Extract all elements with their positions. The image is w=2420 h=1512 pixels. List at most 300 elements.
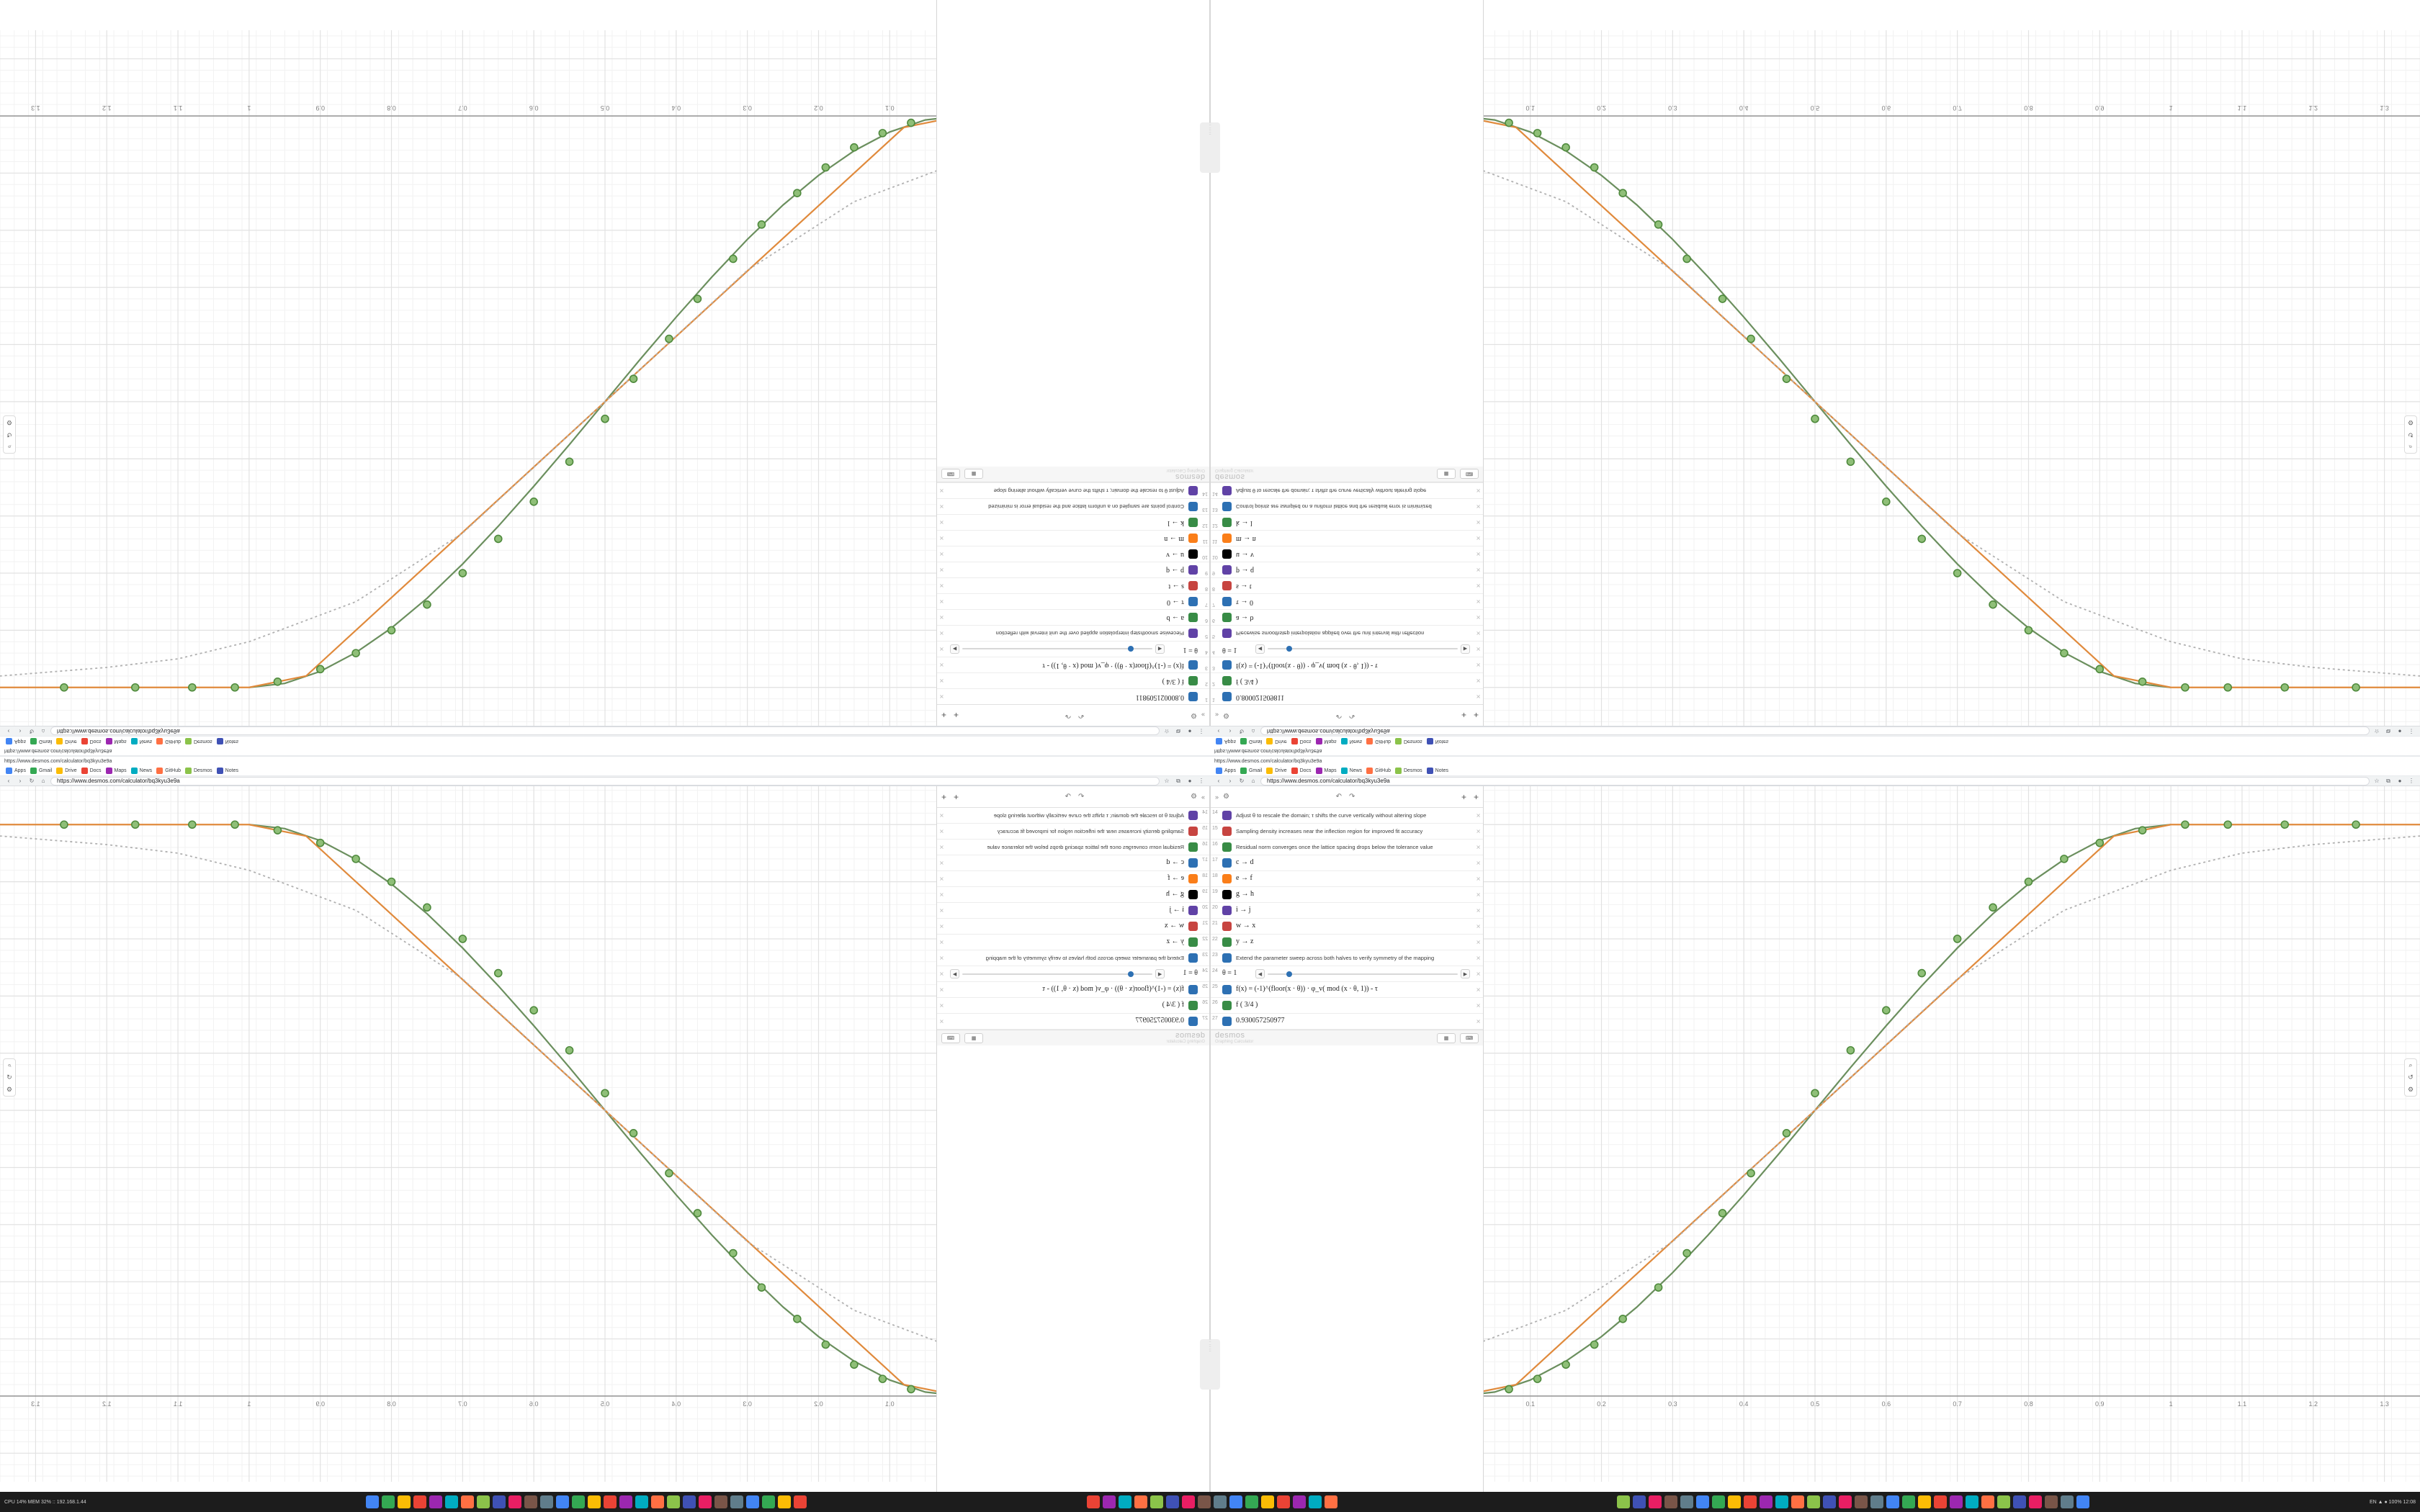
bookmark-item[interactable]	[1240, 768, 1262, 774]
add-expression-button-2[interactable]: +	[1473, 710, 1479, 721]
terminal-icon[interactable]	[1823, 1495, 1836, 1508]
expression-color-swatch[interactable]	[1222, 486, 1232, 495]
expression-color-swatch[interactable]	[1222, 874, 1232, 883]
terminal-icon[interactable]	[2013, 1495, 2026, 1508]
files-icon[interactable]	[366, 1495, 379, 1508]
mail-icon[interactable]	[619, 1495, 632, 1508]
expression-color-swatch[interactable]	[1188, 1017, 1198, 1026]
data-point[interactable]	[1534, 130, 1541, 137]
data-point[interactable]	[1505, 1385, 1512, 1392]
delete-expression-button[interactable]: ✕	[939, 678, 944, 684]
graph-tool-button[interactable]: ⚙	[6, 1086, 13, 1093]
expression-text[interactable]: τ → 0	[1166, 598, 1184, 606]
delete-expression-button[interactable]: ✕	[1476, 662, 1481, 668]
data-point[interactable]	[388, 878, 395, 886]
delete-expression-button[interactable]: ✕	[939, 844, 944, 850]
browser-window-chrome[interactable]	[0, 726, 1210, 756]
expression-row[interactable]	[1211, 609, 1483, 625]
slider-step-back[interactable]: ◀	[1255, 644, 1265, 654]
browser-icon[interactable]	[2029, 1495, 2042, 1508]
expression-color-swatch[interactable]	[1188, 890, 1198, 899]
delete-expression-button[interactable]: ✕	[1476, 678, 1481, 684]
table-icon[interactable]: ▦	[1437, 1033, 1456, 1043]
data-point[interactable]	[274, 827, 281, 834]
bookmark-item[interactable]	[1341, 768, 1363, 774]
graph-tool-button[interactable]: ⚙	[6, 419, 13, 426]
delete-expression-button[interactable]: ✕	[1476, 844, 1481, 850]
extensions-icon[interactable]: ⧉	[2386, 728, 2390, 735]
extensions-icon[interactable]: ⧉	[1176, 777, 1180, 784]
browser-icon[interactable]	[1839, 1495, 1852, 1508]
scrollbar-grip-bottom[interactable]	[1200, 1339, 1220, 1390]
delete-expression-button[interactable]: ✕	[1476, 876, 1481, 882]
files-icon[interactable]	[1997, 1495, 2010, 1508]
home-button[interactable]: ⌂	[1251, 778, 1255, 784]
data-point[interactable]	[231, 684, 238, 691]
expression-footer[interactable]	[937, 1030, 1209, 1045]
expression-color-swatch[interactable]	[1222, 692, 1232, 701]
expression-text[interactable]: Piecewise smoothstep interpolation applied over the unit interval with reflection	[995, 630, 1184, 637]
menu-icon[interactable]: ⋮	[1198, 728, 1204, 734]
expression-rows[interactable]	[937, 808, 1209, 1030]
add-expression-button[interactable]: +	[1461, 791, 1466, 802]
expression-color-swatch[interactable]	[1188, 518, 1198, 527]
slider-knob[interactable]	[1128, 647, 1134, 652]
delete-expression-button[interactable]: ✕	[939, 614, 944, 621]
expression-color-swatch[interactable]	[1188, 502, 1198, 511]
data-point[interactable]	[1883, 498, 1890, 505]
table-icon[interactable]: ▦	[964, 1033, 983, 1043]
expand-collapse-icon[interactable]: »	[1201, 711, 1205, 719]
data-point[interactable]	[2352, 684, 2360, 691]
bookmark-item[interactable]	[1341, 738, 1363, 744]
data-point[interactable]	[822, 1341, 829, 1349]
data-point[interactable]	[1783, 375, 1790, 382]
slider-step-forward[interactable]: ▶	[950, 969, 959, 978]
browser-icon[interactable]	[1119, 1495, 1131, 1508]
data-point[interactable]	[908, 120, 915, 127]
data-point[interactable]	[730, 255, 737, 262]
files-icon[interactable]	[1277, 1495, 1290, 1508]
delete-expression-button[interactable]: ✕	[939, 986, 944, 993]
calendar-icon[interactable]	[651, 1495, 664, 1508]
expression-list[interactable]	[936, 786, 1210, 1512]
delete-expression-button[interactable]: ✕	[1476, 598, 1481, 605]
delete-expression-button[interactable]: ✕	[1476, 1002, 1481, 1009]
data-point[interactable]	[1783, 1130, 1790, 1137]
bookmark-item[interactable]	[217, 738, 238, 744]
calculator-icon[interactable]	[1934, 1495, 1947, 1508]
home-button[interactable]: ⌂	[41, 728, 45, 734]
profile-avatar[interactable]: ●	[2398, 728, 2402, 734]
delete-expression-button[interactable]: ✕	[939, 1002, 944, 1009]
expression-rows[interactable]	[937, 482, 1209, 704]
expression-row[interactable]	[937, 950, 1209, 966]
expression-row[interactable]	[1211, 498, 1483, 514]
data-point[interactable]	[851, 1361, 858, 1368]
data-point[interactable]	[2139, 827, 2146, 834]
gear-icon[interactable]: ⚙	[1223, 711, 1229, 719]
slider-track[interactable]	[1268, 973, 1458, 975]
forward-button[interactable]: ›	[1229, 728, 1232, 734]
editor-icon[interactable]	[1134, 1495, 1147, 1508]
expression-text[interactable]: i → j	[1169, 906, 1184, 914]
expression-text[interactable]: f ( 3/4 )	[1236, 1001, 1258, 1009]
expression-rows[interactable]	[1211, 808, 1483, 1030]
delete-expression-button[interactable]: ✕	[1476, 955, 1481, 961]
undo-icon[interactable]: ↶	[1335, 711, 1342, 719]
delete-expression-button[interactable]: ✕	[1476, 891, 1481, 898]
slider-step-forward[interactable]: ▶	[1461, 644, 1470, 654]
expression-panel-bottom-left[interactable]	[938, 786, 1210, 1512]
mail-icon[interactable]	[429, 1495, 442, 1508]
expression-row[interactable]	[1211, 950, 1483, 966]
expression-text[interactable]: Sampling density increases near the inflection region for improved fit accuracy	[1236, 827, 1423, 834]
data-point[interactable]	[2224, 684, 2231, 691]
delete-expression-button[interactable]: ✕	[939, 519, 944, 526]
expression-color-swatch[interactable]	[1222, 890, 1232, 899]
expression-color-swatch[interactable]	[1188, 613, 1198, 622]
expression-text[interactable]: m → n	[1164, 534, 1184, 543]
expression-row[interactable]	[1211, 482, 1483, 498]
expand-collapse-icon[interactable]: »	[1215, 793, 1219, 801]
delete-expression-button[interactable]: ✕	[1476, 971, 1481, 977]
data-point[interactable]	[2182, 684, 2189, 691]
bookmark-item[interactable]	[131, 738, 153, 744]
terminal-icon[interactable]	[382, 1495, 395, 1508]
expression-row[interactable]	[1211, 577, 1483, 593]
browser-toolbar[interactable]	[0, 776, 1210, 786]
expression-row[interactable]	[1211, 982, 1483, 998]
back-button[interactable]: ‹	[1217, 778, 1220, 784]
data-point[interactable]	[132, 821, 139, 828]
files-icon[interactable]	[1807, 1495, 1820, 1508]
settings-icon[interactable]	[477, 1495, 490, 1508]
undo-icon[interactable]: ↶	[1078, 793, 1085, 801]
delete-expression-button[interactable]: ✕	[1476, 860, 1481, 866]
calculator-icon[interactable]	[683, 1495, 696, 1508]
expression-row[interactable]	[1211, 625, 1483, 641]
graph-tools[interactable]	[3, 1058, 16, 1097]
slider-knob[interactable]	[1128, 971, 1134, 977]
expression-color-swatch[interactable]	[1222, 597, 1232, 606]
data-point[interactable]	[2096, 840, 2103, 847]
expression-color-swatch[interactable]	[1222, 985, 1232, 994]
chat-icon[interactable]	[730, 1495, 743, 1508]
delete-expression-button[interactable]: ✕	[1476, 923, 1481, 930]
data-point[interactable]	[1683, 1250, 1690, 1257]
bookmark-item[interactable]	[1266, 768, 1286, 774]
photos-icon[interactable]	[699, 1495, 712, 1508]
expression-text[interactable]: e → f	[1236, 874, 1252, 883]
expression-list[interactable]	[1210, 0, 1484, 726]
expression-text[interactable]: s → t	[1168, 582, 1184, 590]
data-point[interactable]	[879, 1375, 886, 1382]
data-point[interactable]	[495, 970, 502, 977]
delete-expression-button[interactable]: ✕	[1476, 519, 1481, 526]
browser-icon[interactable]	[398, 1495, 411, 1508]
expression-row[interactable]	[937, 919, 1209, 935]
data-point[interactable]	[2281, 821, 2288, 828]
music-icon[interactable]	[1166, 1495, 1179, 1508]
expression-text[interactable]: m → n	[1236, 534, 1256, 543]
chrome-band-lower[interactable]	[0, 756, 2420, 786]
expression-text[interactable]: s → t	[1236, 582, 1252, 590]
taskbar-launcher-group-center[interactable]	[1087, 1495, 1337, 1508]
forward-button[interactable]: ›	[19, 728, 22, 734]
browser-toolbar[interactable]	[1210, 726, 2420, 736]
expression-color-swatch[interactable]	[1188, 581, 1198, 590]
profile-avatar[interactable]: ●	[1188, 778, 1192, 784]
reload-button[interactable]: ↻	[29, 728, 35, 734]
data-point[interactable]	[1591, 1341, 1598, 1349]
expression-text[interactable]: f(x) = (-1)^(floor(x · θ)) · φ_v( mod (x · θ, 1)) - τ	[1042, 985, 1184, 994]
data-point[interactable]	[189, 821, 196, 828]
expression-row[interactable]	[937, 855, 1209, 871]
taskbar-launcher-group-right[interactable]	[1617, 1495, 2089, 1508]
data-point[interactable]	[388, 626, 395, 634]
expression-color-swatch[interactable]	[1188, 858, 1198, 868]
expression-row[interactable]	[937, 625, 1209, 641]
delete-expression-button[interactable]: ✕	[1476, 535, 1481, 541]
bookmark-item[interactable]	[1291, 768, 1312, 774]
graph-tools[interactable]	[3, 415, 16, 454]
data-point[interactable]	[1918, 535, 1925, 542]
expression-color-swatch[interactable]	[1222, 922, 1232, 931]
browser-icon[interactable]	[1309, 1495, 1322, 1508]
expression-rows[interactable]	[1211, 482, 1483, 704]
editor-icon[interactable]	[2045, 1495, 2058, 1508]
expression-color-swatch[interactable]	[1222, 518, 1232, 527]
expression-text[interactable]: Piecewise smoothstep interpolation applied over the unit interval with reflection	[1236, 630, 1425, 637]
data-point[interactable]	[274, 678, 281, 685]
expression-color-swatch[interactable]	[1222, 1001, 1232, 1010]
data-point[interactable]	[758, 1284, 765, 1291]
delete-expression-button[interactable]: ✕	[939, 939, 944, 945]
bookmark-item[interactable]	[30, 738, 52, 744]
data-point[interactable]	[60, 684, 68, 691]
bookmark-star-icon[interactable]: ☆	[1164, 778, 1170, 784]
expression-row[interactable]	[937, 593, 1209, 609]
expression-list[interactable]	[1210, 786, 1484, 1512]
reload-button[interactable]: ↻	[29, 778, 35, 784]
delete-expression-button[interactable]: ✕	[939, 582, 944, 589]
add-expression-button-2[interactable]: +	[941, 710, 947, 721]
expression-color-swatch[interactable]	[1188, 937, 1198, 947]
expression-color-swatch[interactable]	[1222, 937, 1232, 947]
table-icon[interactable]: ▦	[1437, 469, 1456, 480]
expression-color-swatch[interactable]	[1188, 953, 1198, 963]
expression-text[interactable]: p → q	[1236, 566, 1254, 575]
data-point[interactable]	[2224, 821, 2231, 828]
expression-row[interactable]	[937, 982, 1209, 998]
expression-text[interactable]: Control points are sampled on a uniform lattice and the residual error is minimized	[988, 503, 1184, 510]
delete-expression-button[interactable]: ✕	[1476, 693, 1481, 700]
graph-tool-button[interactable]: ⌕	[7, 444, 12, 451]
photos-icon[interactable]	[1760, 1495, 1773, 1508]
expression-text[interactable]: Adjust θ to rescale the domain; τ shifts the curve vertically without altering slope	[993, 811, 1184, 819]
video-icon[interactable]	[1775, 1495, 1788, 1508]
reload-button[interactable]: ↻	[1239, 728, 1245, 734]
add-expression-button-2[interactable]: +	[1473, 791, 1479, 802]
data-point[interactable]	[317, 665, 324, 672]
keyboard-icon[interactable]: ⌨	[941, 1033, 960, 1043]
data-point[interactable]	[352, 855, 359, 863]
expression-row[interactable]	[937, 530, 1209, 546]
bookmark-item[interactable]	[1427, 768, 1448, 774]
expression-row[interactable]	[937, 562, 1209, 577]
bookmark-item[interactable]	[6, 738, 26, 744]
expression-text[interactable]: 0.800021509811	[1135, 693, 1184, 701]
bookmark-item[interactable]	[56, 768, 76, 774]
editor-icon[interactable]	[1664, 1495, 1677, 1508]
files-icon[interactable]	[746, 1495, 759, 1508]
expression-row[interactable]	[1211, 657, 1483, 672]
calculator-icon[interactable]	[1214, 1495, 1227, 1508]
expression-text[interactable]: 0.930057250977	[1135, 1017, 1184, 1025]
slider-control[interactable]	[950, 644, 1198, 654]
expression-text[interactable]: 0.800021509811	[1236, 693, 1285, 701]
editor-icon[interactable]	[794, 1495, 807, 1508]
expression-text[interactable]: Adjust θ to rescale the domain; τ shifts the curve vertically without altering slope	[1236, 811, 1427, 819]
expression-text[interactable]: f ( 3/4 )	[1162, 677, 1184, 685]
expand-collapse-icon[interactable]: »	[1215, 711, 1219, 719]
calendar-icon[interactable]	[1902, 1495, 1915, 1508]
expression-footer[interactable]	[1211, 467, 1483, 482]
delete-expression-button[interactable]: ✕	[1476, 487, 1481, 494]
bookmark-item[interactable]	[1366, 738, 1391, 744]
delete-expression-button[interactable]: ✕	[939, 955, 944, 961]
delete-expression-button[interactable]: ✕	[939, 876, 944, 882]
slider-step-forward[interactable]: ▶	[950, 644, 959, 654]
data-point[interactable]	[1683, 255, 1690, 262]
graph-tools[interactable]	[2404, 415, 2417, 454]
undo-icon[interactable]: ↶	[1335, 793, 1342, 801]
delete-expression-button[interactable]: ✕	[939, 860, 944, 866]
expression-footer[interactable]	[937, 467, 1209, 482]
video-icon[interactable]	[1245, 1495, 1258, 1508]
expression-text[interactable]: Residual norm converges once the lattice spacing drops below the tolerance value	[987, 843, 1184, 850]
data-point[interactable]	[132, 684, 139, 691]
expression-row[interactable]	[937, 998, 1209, 1014]
expression-color-swatch[interactable]	[1188, 549, 1198, 559]
bookmark-item[interactable]	[1240, 738, 1262, 744]
expression-toolbar[interactable]	[1211, 786, 1483, 808]
data-point[interactable]	[1811, 415, 1819, 423]
calendar-icon[interactable]	[1182, 1495, 1195, 1508]
data-point[interactable]	[630, 375, 637, 382]
bookmarks-bar[interactable]	[1210, 736, 2420, 746]
delete-expression-button[interactable]: ✕	[939, 923, 944, 930]
gear-icon[interactable]: ⚙	[1191, 711, 1197, 719]
data-point[interactable]	[352, 649, 359, 657]
address-bar[interactable]	[1260, 777, 2370, 786]
data-point[interactable]	[1989, 601, 1996, 608]
data-point[interactable]	[2281, 684, 2288, 691]
delete-expression-button[interactable]: ✕	[1476, 630, 1481, 636]
expression-text[interactable]: u → v	[1236, 550, 1254, 559]
bookmark-item[interactable]	[217, 768, 238, 774]
settings-icon[interactable]	[667, 1495, 680, 1508]
video-icon[interactable]	[524, 1495, 537, 1508]
bookmarks-bar[interactable]	[0, 766, 1210, 776]
data-point[interactable]	[1619, 189, 1626, 197]
expression-color-swatch[interactable]	[1222, 842, 1232, 852]
mail-icon[interactable]	[1870, 1495, 1883, 1508]
delete-expression-button[interactable]: ✕	[939, 535, 944, 541]
photos-icon[interactable]	[1229, 1495, 1242, 1508]
data-point[interactable]	[1719, 1210, 1726, 1217]
data-point[interactable]	[851, 144, 858, 151]
expression-color-swatch[interactable]	[1188, 676, 1198, 685]
data-point[interactable]	[1989, 904, 1996, 911]
bookmark-item[interactable]	[185, 738, 212, 744]
browser-icon[interactable]	[588, 1495, 601, 1508]
expression-text[interactable]: i → j	[1236, 906, 1251, 914]
expression-row[interactable]	[937, 871, 1209, 887]
data-point[interactable]	[2061, 855, 2068, 863]
redo-icon[interactable]: ↷	[1348, 793, 1355, 801]
expression-text[interactable]: τ → 0	[1236, 598, 1254, 606]
delete-expression-button[interactable]: ✕	[939, 907, 944, 914]
slider-control[interactable]	[1222, 644, 1470, 654]
undo-icon[interactable]: ↶	[1078, 711, 1085, 719]
bookmark-item[interactable]	[81, 768, 102, 774]
expression-row[interactable]	[937, 966, 1209, 982]
delete-expression-button[interactable]: ✕	[1476, 646, 1481, 652]
browser-toolbar[interactable]	[1210, 776, 2420, 786]
data-point[interactable]	[666, 336, 673, 343]
expression-color-swatch[interactable]	[1188, 486, 1198, 495]
expression-row[interactable]	[937, 609, 1209, 625]
expression-text[interactable]: f(x) = (-1)^(floor(x · θ)) · φ_v( mod (x · θ, 1)) - τ	[1236, 661, 1378, 670]
expression-row[interactable]	[937, 824, 1209, 840]
data-point[interactable]	[530, 498, 537, 505]
delete-expression-button[interactable]: ✕	[1476, 986, 1481, 993]
data-point[interactable]	[1811, 1089, 1819, 1097]
expression-text[interactable]: Control points are sampled on a uniform lattice and the residual error is minimized	[1236, 503, 1432, 510]
photos-icon[interactable]	[1950, 1495, 1963, 1508]
data-point[interactable]	[1591, 163, 1598, 171]
expression-row[interactable]	[1211, 641, 1483, 657]
editor-icon[interactable]	[1325, 1495, 1337, 1508]
settings-icon[interactable]	[1198, 1495, 1211, 1508]
menu-icon[interactable]: ⋮	[2408, 728, 2414, 734]
bookmark-item[interactable]	[56, 738, 76, 744]
extensions-icon[interactable]: ⧉	[1176, 728, 1180, 735]
expression-row[interactable]	[1211, 871, 1483, 887]
expression-text[interactable]: Adjust θ to rescale the domain; τ shifts the curve vertically without altering slope	[993, 487, 1184, 495]
graph-tool-button[interactable]: ↺	[6, 1074, 12, 1081]
delete-expression-button[interactable]: ✕	[939, 891, 944, 898]
expression-text[interactable]: y → z	[1236, 937, 1254, 946]
expression-panel-top-right[interactable]	[1210, 0, 1482, 726]
expression-color-swatch[interactable]	[1222, 1017, 1232, 1026]
expression-color-swatch[interactable]	[1222, 629, 1232, 638]
keyboard-icon[interactable]: ⌨	[1460, 1033, 1479, 1043]
editor-icon[interactable]	[604, 1495, 617, 1508]
data-point[interactable]	[1847, 458, 1854, 465]
expression-row[interactable]	[1211, 1014, 1483, 1030]
expression-panel-bottom-right[interactable]	[1210, 786, 1482, 1512]
bookmark-item[interactable]	[1395, 768, 1422, 774]
expression-color-swatch[interactable]	[1222, 660, 1232, 670]
expression-row[interactable]	[937, 482, 1209, 498]
delete-expression-button[interactable]: ✕	[1476, 1018, 1481, 1025]
delete-expression-button[interactable]: ✕	[939, 630, 944, 636]
data-point[interactable]	[2096, 665, 2103, 672]
expression-color-swatch[interactable]	[1188, 811, 1198, 820]
